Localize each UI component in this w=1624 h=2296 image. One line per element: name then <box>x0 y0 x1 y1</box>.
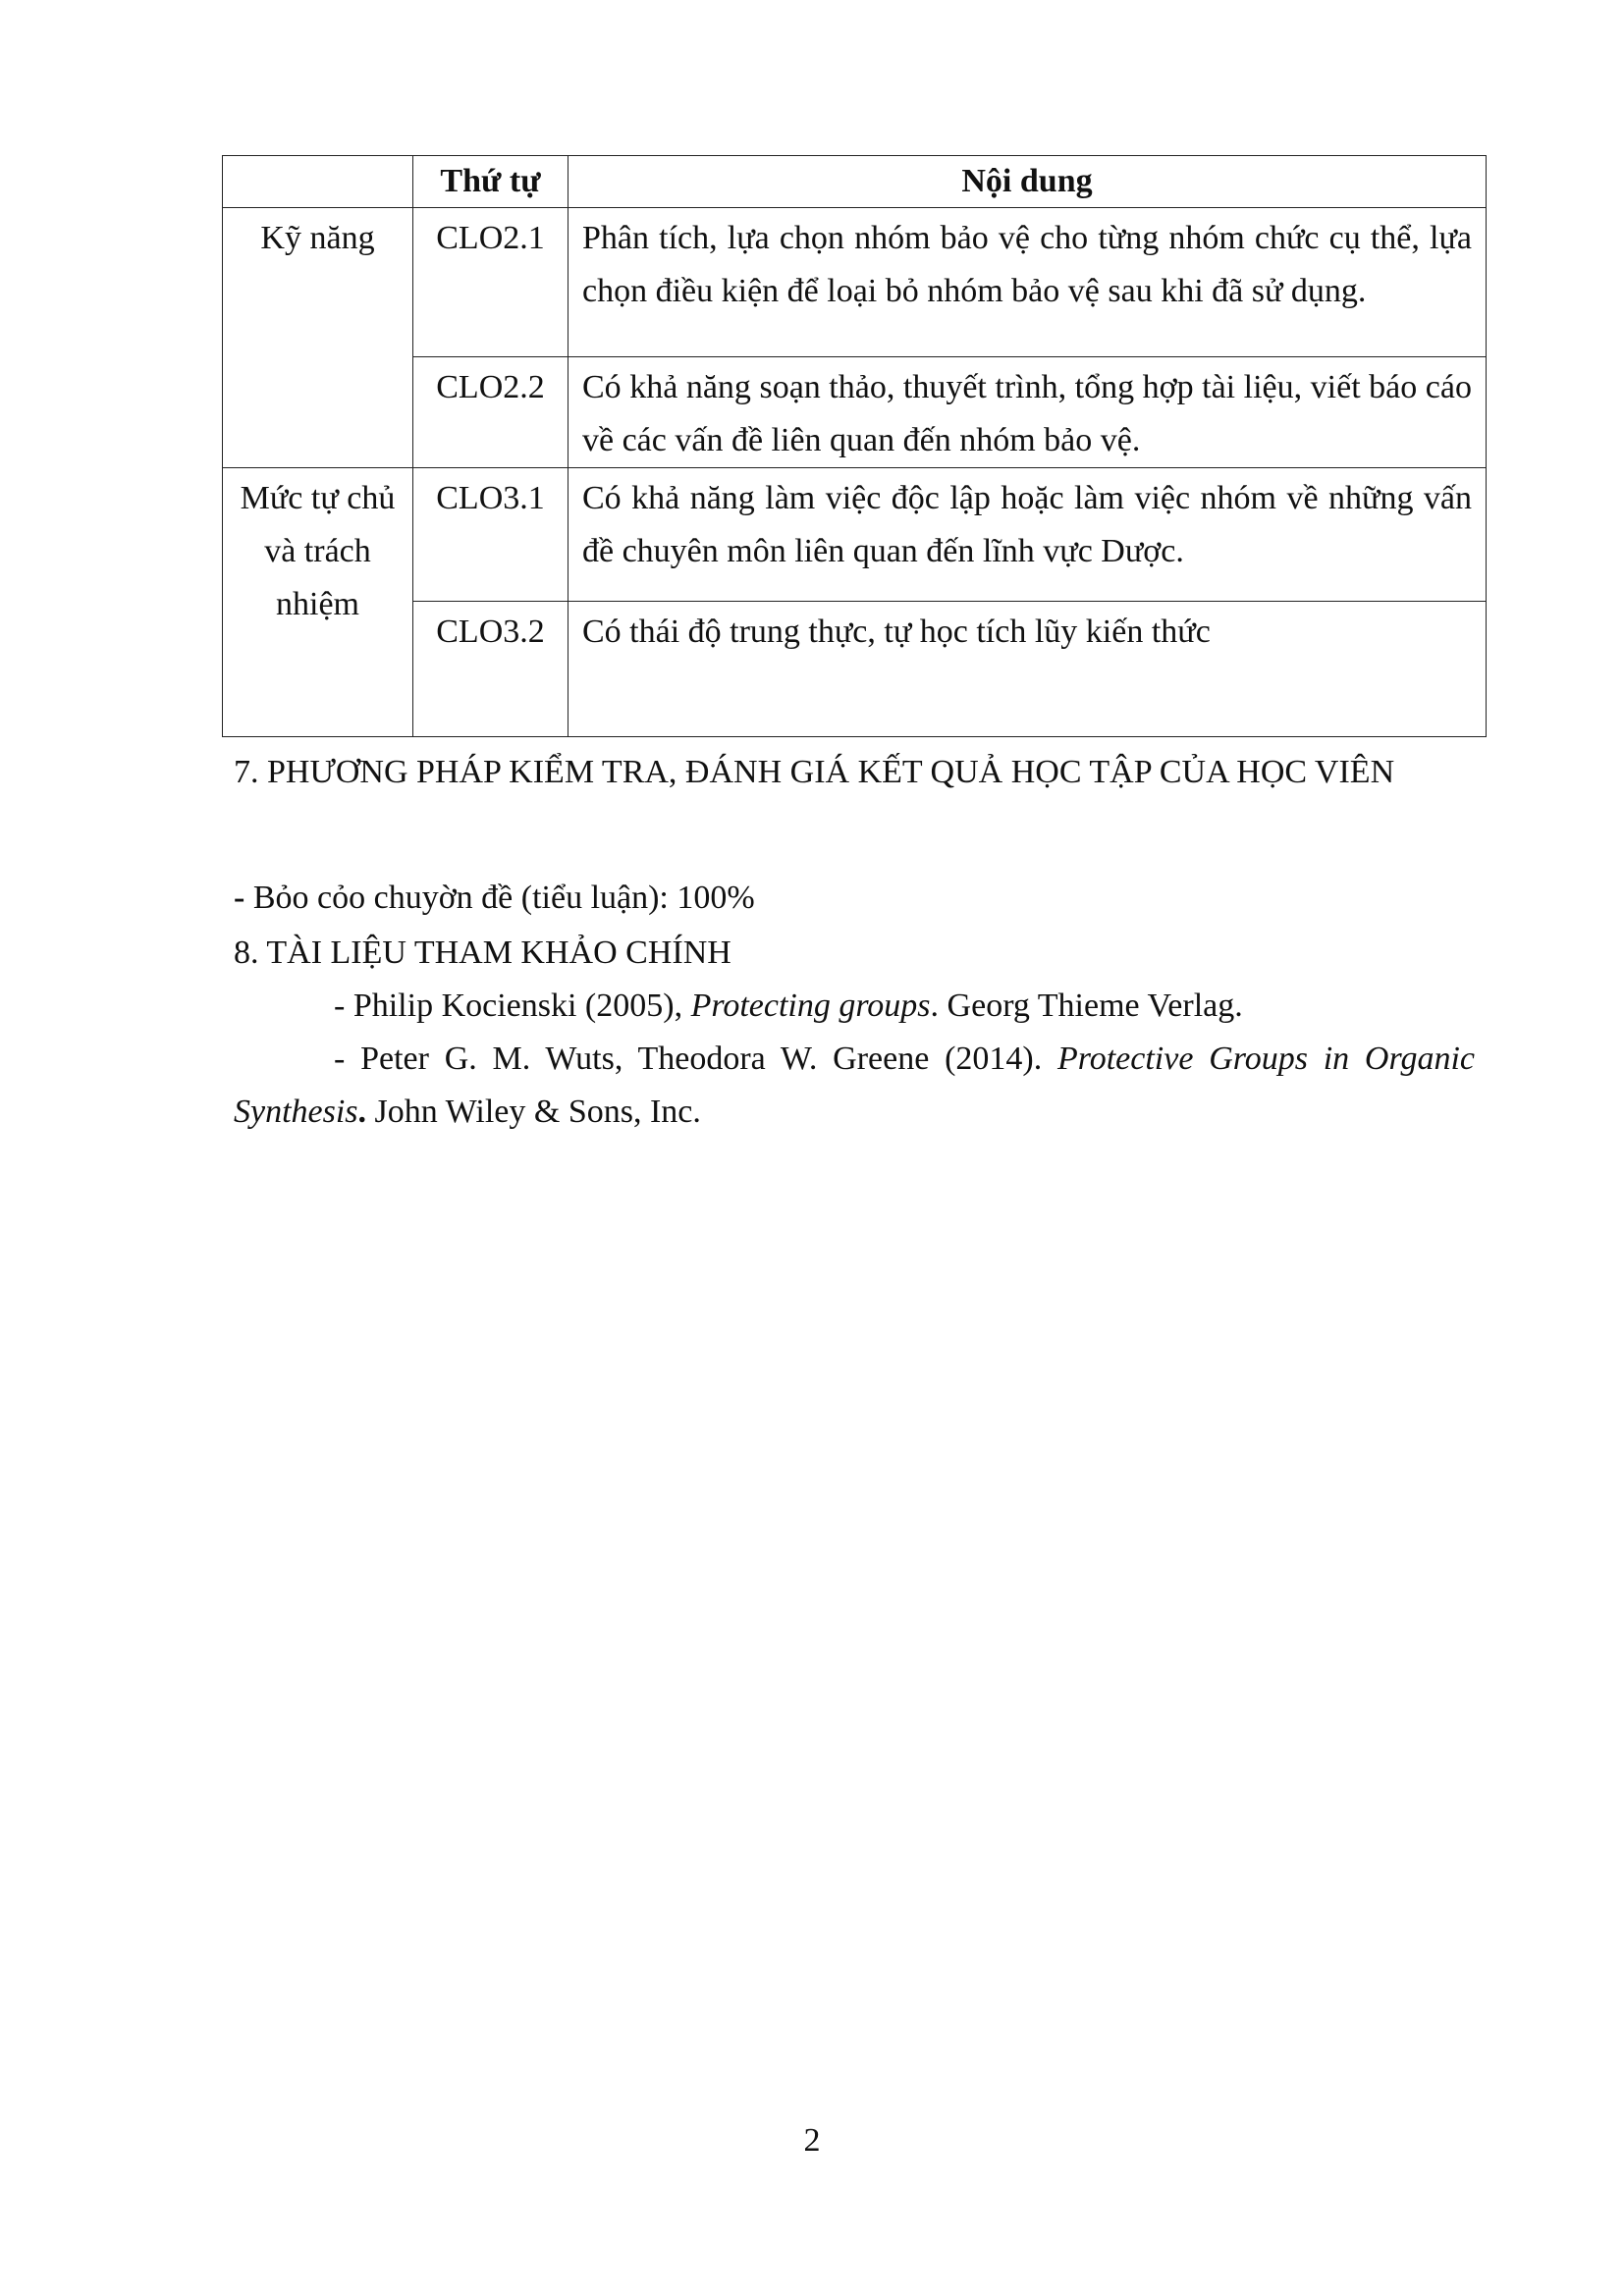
table-header-row <box>223 156 1487 208</box>
header-group <box>223 156 413 208</box>
reference-title: Protecting groups <box>690 988 931 1024</box>
section-7-heading: 7. PHƯƠNG PHÁP KIỂM TRA, ĐÁNH GIÁ KẾT QUẢ HỌC TẬP CỦA HỌC VIÊN <box>234 754 1395 790</box>
reference-authors: - Peter G. M. Wuts, Theodora W. Greene (2014). <box>334 1041 1057 1077</box>
clo-code: CLO2.2 <box>413 357 568 468</box>
group-label-skills: Kỹ năng <box>223 208 413 468</box>
reference-publisher: John Wiley & Sons, Inc. <box>366 1094 701 1130</box>
table-row <box>223 468 1487 602</box>
group-label-autonomy: Mức tự chủ và trách nhiệm <box>223 468 413 737</box>
reference-item <box>234 980 1475 1033</box>
clo-content: Phân tích, lựa chọn nhóm bảo vệ cho từng nhóm chức cụ thể, lựa chọn điều kiện để loại bỏ nhóm bảo vệ sau khi đã sử dụng. <box>568 208 1487 357</box>
reference-authors: - Philip Kocienski (2005), <box>334 988 691 1024</box>
clo-content: Có thái độ trung thực, tự học tích lũy kiến thức <box>568 602 1487 737</box>
reference-publisher: . Georg Thieme Verlag. <box>930 988 1243 1024</box>
page-number: 2 <box>803 2122 821 2159</box>
reference-title: Protective Groups in Organic Synthesis <box>234 1041 1475 1130</box>
bullet-dash: - <box>234 880 245 916</box>
clo-code: CLO3.2 <box>413 602 568 737</box>
reference-item <box>234 1033 1475 1139</box>
clo-table <box>222 155 1487 737</box>
clo-code: CLO3.1 <box>413 468 568 602</box>
header-order: Thứ tự <box>413 156 568 208</box>
table-row <box>223 602 1487 737</box>
header-content: Nội dung <box>568 156 1487 208</box>
clo-code: CLO2.1 <box>413 208 568 357</box>
clo-content: Có khả năng soạn thảo, thuyết trình, tổng hợp tài liệu, viết báo cáo về các vấn đề liên quan đến nhóm bảo vệ. <box>568 357 1487 468</box>
reference-dot: . <box>357 1094 367 1130</box>
table-row <box>223 208 1487 357</box>
table-row <box>223 357 1487 468</box>
assessment-item <box>234 872 1475 925</box>
section-8-heading: 8. TÀI LIỆU THAM KHẢO CHÍNH <box>234 934 731 971</box>
assessment-text: Bỏo cỏo chuyờn đề (tiểu luận): 100% <box>244 880 755 916</box>
clo-content: Có khả năng làm việc độc lập hoặc làm việc nhóm về những vấn đề chuyên môn liên quan đến lĩnh vực Dược. <box>568 468 1487 602</box>
